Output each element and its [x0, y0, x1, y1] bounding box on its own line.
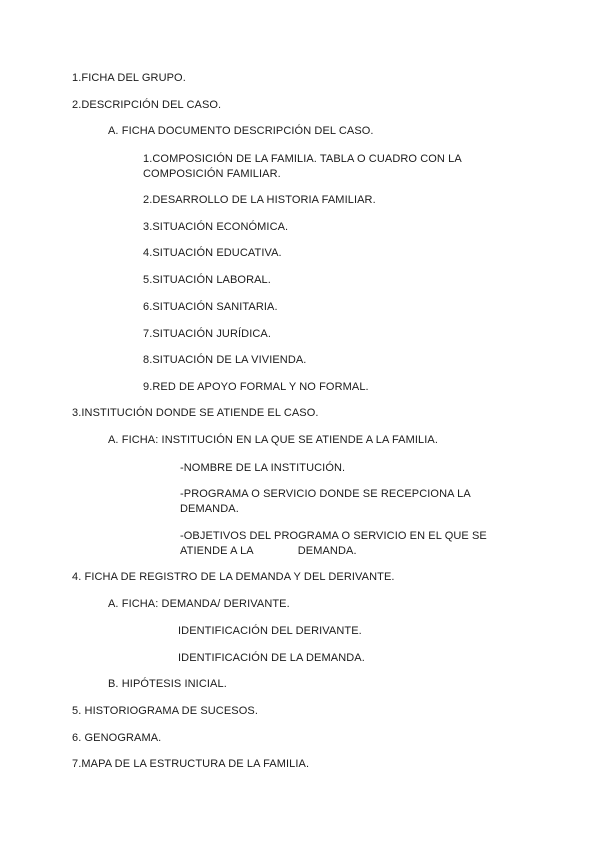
section-4a-item-1: IDENTIFICACIÓN DEL DERIVANTE. — [178, 625, 362, 637]
section-2a-item-6: 6.SITUACIÓN SANITARIA. — [143, 301, 278, 313]
section-3-heading: 3.INSTITUCIÓN DONDE SE ATIENDE EL CASO. — [72, 407, 319, 419]
section-2a-item-4: 4.SITUACIÓN EDUCATIVA. — [143, 247, 282, 259]
section-6-heading: 6. GENOGRAMA. — [72, 732, 162, 744]
section-2a-item-8: 8.SITUACIÓN DE LA VIVIENDA. — [143, 354, 307, 366]
section-3a-item-3-text: -OBJETIVOS DEL PROGRAMA O SERVICIO EN EL QUE SE ATIENDE A LA — [180, 530, 487, 557]
section-3a-item-3 — [180, 529, 500, 559]
section-2a-item-5: 5.SITUACIÓN LABORAL. — [143, 274, 271, 286]
section-7-heading: 7.MAPA DE LA ESTRUCTURA DE LA FAMILIA. — [72, 758, 310, 770]
section-2a-item-2: 2.DESARROLLO DE LA HISTORIA FAMILIAR. — [143, 194, 376, 206]
section-3a-item-2: -PROGRAMA O SERVICIO DONDE SE RECEPCIONA LA DEMANDA. — [180, 488, 471, 515]
section-4a-subheading: A. FICHA: DEMANDA/ DERIVANTE. — [108, 598, 290, 610]
section-2a-item-1: 1.COMPOSICIÓN DE LA FAMILIA. TABLA O CUADRO CON LA COMPOSICIÓN FAMILIAR. — [143, 153, 462, 180]
section-3a-subheading: A. FICHA: INSTITUCIÓN EN LA QUE SE ATIENDE A LA FAMILIA. — [108, 434, 438, 446]
section-2a-item-7: 7.SITUACIÓN JURÍDICA. — [143, 328, 272, 340]
section-2-heading: 2.DESCRIPCIÓN DEL CASO. — [72, 99, 222, 111]
section-1-heading: 1.FICHA DEL GRUPO. — [72, 72, 186, 84]
section-2a-subheading: A. FICHA DOCUMENTO DESCRIPCIÓN DEL CASO. — [108, 125, 374, 137]
section-2a-item-9: 9.RED DE APOYO FORMAL Y NO FORMAL. — [143, 381, 369, 393]
section-4b-subheading: B. HIPÓTESIS INICIAL. — [108, 678, 227, 690]
section-2a-item-3: 3.SITUACIÓN ECONÓMICA. — [143, 221, 289, 233]
section-4a-item-2: IDENTIFICACIÓN DE LA DEMANDA. — [178, 652, 365, 664]
section-3a-item-3-end: DEMANDA. — [297, 545, 357, 557]
section-3a-item-1: -NOMBRE DE LA INSTITUCIÓN. — [180, 462, 346, 474]
section-5-heading: 5. HISTORIOGRAMA DE SUCESOS. — [72, 705, 258, 717]
section-4-heading: 4. FICHA DE REGISTRO DE LA DEMANDA Y DEL DERIVANTE. — [72, 571, 395, 583]
